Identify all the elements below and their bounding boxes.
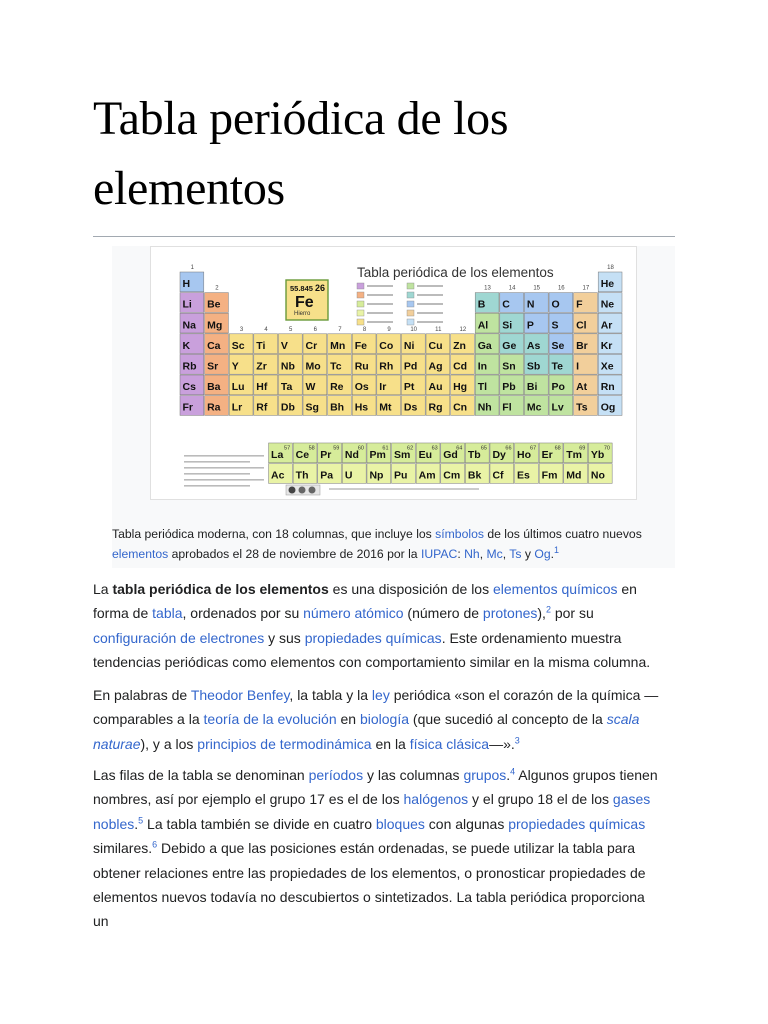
element-symbol: Po (551, 381, 565, 394)
element-symbol: Nh (477, 401, 492, 414)
legend-swatch (407, 319, 414, 325)
group-number-label: 16 (557, 285, 565, 292)
text: con algunas (424, 815, 509, 832)
element-symbol: C (502, 298, 510, 311)
source-text-placeholder (329, 488, 479, 490)
link-protones[interactable]: protones (482, 605, 538, 622)
text: (que sucedió al concepto de la (409, 711, 607, 728)
text: ), y a los (140, 735, 198, 752)
element-symbol: Lv (551, 401, 564, 414)
element-symbol: S (551, 319, 559, 332)
element-symbol: Zn (453, 339, 466, 352)
atomic-number: 61 (382, 445, 389, 452)
element-symbol: Se (551, 339, 565, 352)
text: periódica «son el corazón de la química —comparables a la (93, 687, 659, 728)
atomic-number: 65 (480, 445, 487, 452)
link-og[interactable]: Og (534, 547, 551, 561)
element-symbol: H (182, 278, 191, 291)
legend-text-placeholder (367, 285, 393, 287)
element-symbol: As (526, 339, 541, 352)
legend-text-placeholder (367, 321, 393, 323)
caption-text: de los últimos cuatro nuevos (483, 527, 642, 541)
legend-swatch (357, 292, 364, 298)
element-symbol: Na (182, 319, 196, 332)
element-symbol: Sn (502, 360, 516, 373)
text: . (506, 767, 511, 783)
group-number-label: 11 (435, 326, 442, 333)
element-symbol: Cn (453, 401, 468, 414)
link-ley[interactable]: ley (371, 687, 390, 703)
element-symbol: Ni (403, 339, 415, 352)
element-symbol: Ts (576, 401, 588, 414)
element-symbol: P (526, 319, 534, 332)
element-symbol: Eu (418, 449, 433, 462)
element-symbol: Bh (330, 401, 345, 414)
link-iupac[interactable]: IUPAC (420, 547, 458, 561)
element-symbol: K (182, 339, 191, 352)
element-symbol: Ru (354, 360, 369, 373)
notes-text-placeholder (184, 467, 264, 469)
element-symbol: Lu (231, 381, 245, 394)
text: Debido a que las posiciones están ordenadas, se puede utilizar la tabla para obtener relaciones entre las propiedades de los elementos, o pronosticar propiedades de elementos nuevos todavía no descubiertos o sintetizados. La tabla periódica proporciona un (93, 840, 646, 930)
element-symbol: Ne (600, 298, 615, 311)
element-symbol: Md (566, 469, 582, 482)
element-symbol: Sc (231, 339, 245, 352)
caption-text: aprobados el 28 de noviembre de 2016 por la (168, 547, 421, 561)
element-symbol: Tm (566, 449, 583, 462)
caption-text: : (457, 547, 465, 561)
group-number-label: 7 (338, 326, 342, 333)
element-symbol: Db (280, 401, 295, 414)
element-symbol: Cf (492, 469, 504, 482)
element-symbol: Og (600, 401, 616, 414)
element-symbol: Ga (477, 339, 492, 352)
element-symbol: I (576, 360, 580, 373)
element-symbol: Xe (600, 360, 614, 373)
element-symbol: He (600, 278, 615, 291)
paragraph-1 (93, 577, 663, 675)
element-symbol: Pm (369, 449, 386, 462)
legend-text-placeholder (417, 312, 443, 314)
element-symbol: Zr (256, 360, 267, 373)
group-number-label: 9 (387, 326, 391, 333)
text: es una disposición de los (328, 581, 493, 597)
element-symbol: Ho (517, 449, 532, 462)
element-symbol: Ti (256, 339, 266, 352)
text: En palabras de (93, 687, 191, 703)
element-symbol: Dy (492, 449, 506, 462)
ref-1[interactable]: 1 (554, 544, 560, 555)
link-propiedades-quimicas-2[interactable]: propiedades químicas (508, 815, 646, 832)
element-symbol: Cs (182, 381, 196, 394)
italic-term: scala naturae (93, 711, 640, 752)
element-symbol: Cu (428, 339, 443, 352)
bold-term: tabla periódica de los elementos (112, 581, 329, 597)
group-number-label: 14 (508, 285, 516, 292)
element-symbol: Os (354, 381, 369, 394)
element-symbol: At (576, 381, 588, 394)
element-symbol: Sb (526, 360, 541, 373)
element-symbol: Br (576, 339, 588, 352)
element-symbol: U (344, 469, 353, 482)
element-symbol: Ac (271, 469, 285, 482)
element-symbol: Bi (526, 381, 538, 394)
element-symbol: Lr (231, 401, 243, 414)
element-symbol: Np (369, 469, 384, 482)
link-teoria-evolucion[interactable]: teoría de la evolución (203, 711, 337, 728)
element-symbol: Be (207, 298, 221, 311)
caption-text: y (521, 547, 535, 561)
sample-name: Hierro (294, 311, 311, 317)
text: La tabla también se divide en cuatro (143, 815, 376, 832)
link-nh[interactable]: Nh (464, 547, 480, 561)
element-symbol: W (305, 381, 316, 394)
element-symbol: Sg (305, 401, 319, 414)
element-symbol: Ge (502, 339, 517, 352)
element-symbol: B (477, 298, 486, 311)
element-symbol: Er (541, 449, 553, 462)
text: por su (550, 605, 594, 622)
notes-text-placeholder (184, 473, 250, 475)
link-bloques[interactable]: bloques (375, 815, 425, 832)
element-symbol: Mt (379, 401, 392, 414)
element-symbol: Kr (600, 339, 613, 352)
element-symbol: O (551, 298, 560, 311)
figure-caption (112, 524, 672, 564)
element-symbol: Ba (207, 381, 221, 394)
text: . Este ordenamiento muestra tendencias periódicas como elementos con comportamiento similar en la misma columna. (93, 629, 651, 671)
link-halogenos[interactable]: halógenos (403, 791, 469, 808)
sample-number: 26 (314, 283, 325, 293)
group-number-label: 2 (215, 285, 219, 292)
sa-icon (309, 487, 316, 494)
legend-swatch (357, 319, 364, 325)
text: y el grupo 18 el de los (468, 791, 613, 808)
element-symbol: Bk (467, 469, 482, 482)
link-gases-nobles[interactable]: gases nobles (93, 791, 651, 832)
text: ), (537, 605, 546, 622)
group-number-label: 17 (582, 285, 590, 292)
legend-text-placeholder (417, 303, 443, 305)
element-symbol: Ce (295, 449, 310, 462)
ref-5[interactable]: 5 (138, 815, 144, 826)
element-symbol: F (576, 298, 583, 311)
group-number-label: 13 (484, 285, 491, 292)
notes-text-placeholder (184, 455, 264, 457)
element-symbol: Fl (502, 401, 512, 414)
element-symbol: Cd (453, 360, 468, 373)
legend-swatch (357, 301, 364, 307)
element-symbol: Tb (467, 449, 481, 462)
element-symbol: Nd (344, 449, 359, 462)
link-simbolos[interactable]: símbolos (435, 527, 484, 541)
element-symbol: Te (551, 360, 563, 373)
element-symbol: Es (517, 469, 530, 482)
element-symbol: Mc (526, 401, 542, 414)
element-symbol: Rb (182, 360, 197, 373)
notes-text-placeholder (184, 479, 264, 481)
element-symbol: Pr (320, 449, 332, 462)
element-symbol: Hs (354, 401, 369, 414)
legend-swatch (357, 283, 364, 289)
element-symbol: Fr (182, 401, 193, 414)
element-symbol: Cr (305, 339, 318, 352)
element-symbol: Pd (403, 360, 418, 373)
text: y las columnas (363, 767, 464, 783)
text: . (134, 815, 139, 832)
element-symbol: Si (502, 319, 513, 332)
ref-6[interactable]: 6 (152, 839, 158, 850)
atomic-number: 59 (333, 445, 340, 452)
by-icon (299, 487, 306, 494)
text: , la tabla y la (289, 687, 372, 703)
element-symbol: Mn (330, 339, 346, 352)
link-fisica-clasica[interactable]: física clásica (409, 735, 490, 752)
atomic-number: 64 (456, 445, 463, 452)
link-grupos[interactable]: grupos (463, 767, 507, 783)
text: en (336, 711, 360, 728)
atomic-number: 69 (579, 445, 586, 452)
group-number-label: 6 (313, 326, 317, 333)
element-symbol: Th (295, 469, 309, 482)
element-symbol: Rn (600, 381, 615, 394)
sample-symbol: Fe (295, 294, 314, 311)
legend-swatch (357, 310, 364, 316)
element-symbol: Ar (600, 319, 613, 332)
link-propiedades-quimicas[interactable]: propiedades químicas (304, 629, 442, 646)
legend-swatch (407, 301, 414, 307)
link-periodos[interactable]: períodos (308, 767, 364, 783)
notes-text-placeholder (184, 485, 250, 487)
element-symbol: Pa (320, 469, 334, 482)
group-number-label: 15 (533, 285, 541, 292)
text: en la (371, 735, 410, 752)
element-symbol: La (271, 449, 284, 462)
periodic-table-svg (151, 247, 636, 499)
legend-text-placeholder (417, 294, 443, 296)
group-number-label: 18 (607, 265, 614, 271)
element-symbol: Hf (256, 381, 268, 394)
caption-text: , (502, 547, 510, 561)
link-elementos[interactable]: elementos (112, 547, 169, 561)
element-symbol: Rf (256, 401, 268, 414)
element-symbol: Cl (576, 319, 587, 332)
link-numero-atomico[interactable]: número atómico (303, 605, 404, 622)
element-symbol: Al (477, 319, 489, 332)
element-symbol: Nb (280, 360, 295, 373)
ref-4[interactable]: 4 (510, 766, 516, 777)
group-number-label: 1 (190, 265, 194, 271)
element-symbol: Pt (403, 381, 415, 394)
link-configuracion-electrones[interactable]: configuración de electrones (93, 629, 265, 646)
periodic-table-image[interactable] (150, 246, 637, 500)
legend-text-placeholder (367, 303, 393, 305)
notes-text-placeholder (184, 461, 250, 463)
text: (número de (403, 605, 483, 622)
element-symbol: Co (379, 339, 394, 352)
group-number-label: 8 (362, 326, 367, 333)
link-mc[interactable]: Mc (486, 547, 503, 561)
element-symbol: Tc (330, 360, 342, 373)
atomic-number: 68 (554, 445, 561, 452)
element-symbol: Mg (207, 319, 223, 332)
element-symbol: V (280, 339, 288, 352)
element-symbol: Ir (379, 381, 387, 394)
caption-text: , (479, 547, 487, 561)
element-symbol: Pu (394, 469, 408, 482)
element-symbol: Au (428, 381, 443, 394)
caption-text: Tabla periódica moderna, con 18 columnas, que incluye los (112, 527, 436, 541)
element-symbol: Cm (443, 469, 461, 482)
element-symbol: Sm (394, 449, 411, 462)
text: , ordenados por su (182, 605, 304, 622)
element-symbol: Re (330, 381, 344, 394)
atomic-number: 67 (530, 445, 537, 452)
group-number-label: 4 (264, 326, 268, 333)
element-symbol: Rg (428, 401, 443, 414)
atomic-number: 70 (603, 445, 610, 452)
atomic-number: 62 (407, 445, 414, 452)
element-symbol: Ra (207, 401, 221, 414)
text: La (93, 581, 113, 597)
element-symbol: Hg (453, 381, 468, 394)
text: similares. (93, 840, 153, 857)
text: —». (489, 735, 515, 752)
atomic-number: 63 (431, 445, 438, 452)
text: Las filas de la tabla se denominan (93, 767, 309, 783)
caption-text: . (550, 547, 554, 561)
element-symbol: Ca (207, 339, 221, 352)
text: y sus (264, 629, 305, 646)
element-symbol: Ta (280, 381, 293, 394)
element-symbol: Yb (590, 449, 605, 462)
legend-swatch (407, 283, 414, 289)
cc-icon (289, 487, 296, 494)
legend-text-placeholder (417, 321, 443, 323)
ref-3[interactable]: 3 (514, 735, 520, 746)
page-title: Tabla periódica de los elementos (93, 92, 509, 215)
atomic-number: 60 (357, 445, 364, 452)
element-symbol: Y (231, 360, 239, 373)
legend-text-placeholder (367, 294, 393, 296)
link-theodor-benfey[interactable]: Theodor Benfey (190, 687, 290, 703)
element-symbol: Mo (305, 360, 321, 373)
text: en forma de (93, 581, 637, 622)
link-elementos-quimicos[interactable]: elementos químicos (492, 581, 618, 597)
element-symbol: Gd (443, 449, 458, 462)
paragraph-3 (93, 763, 663, 934)
paragraph-2 (93, 683, 663, 756)
group-number-label: 12 (459, 326, 467, 333)
element-symbol: Pb (502, 381, 516, 394)
atomic-number: 57 (284, 445, 291, 452)
image-title: Tabla periódica de los elementos (357, 265, 554, 280)
element-symbol: Ds (403, 401, 418, 414)
element-symbol: Li (182, 298, 192, 311)
legend-text-placeholder (367, 312, 393, 314)
atomic-number: 58 (308, 445, 315, 452)
element-symbol: Fm (541, 469, 558, 482)
element-symbol: Fe (354, 339, 367, 352)
element-symbol: Sr (207, 360, 219, 373)
element-symbol: No (590, 469, 605, 482)
element-symbol: Rh (379, 360, 394, 373)
legend-swatch (407, 310, 414, 316)
sample-mass: 55.845 (290, 284, 313, 293)
group-number-label: 10 (410, 326, 418, 333)
element-symbol: Am (418, 469, 436, 482)
legend-text-placeholder (417, 285, 443, 287)
link-tabla[interactable]: tabla (152, 605, 183, 622)
atomic-number: 66 (505, 445, 512, 452)
element-symbol: Tl (477, 381, 488, 394)
legend-swatch (407, 292, 414, 298)
link-biologia[interactable]: biología (359, 711, 410, 728)
link-principios-termodinamica[interactable]: principios de termodinámica (197, 735, 372, 752)
link-ts[interactable]: Ts (509, 547, 522, 561)
element-symbol: In (477, 360, 488, 373)
ref-2[interactable]: 2 (545, 604, 551, 615)
title-divider (93, 236, 675, 237)
group-number-label: 3 (239, 326, 244, 333)
figure (112, 246, 675, 568)
text: Algunos grupos tienen nombres, así por ejemplo el grupo 17 es el de los (93, 767, 658, 808)
group-number-label: 5 (289, 326, 293, 333)
element-symbol: Ag (428, 360, 443, 373)
element-symbol: N (526, 298, 535, 311)
